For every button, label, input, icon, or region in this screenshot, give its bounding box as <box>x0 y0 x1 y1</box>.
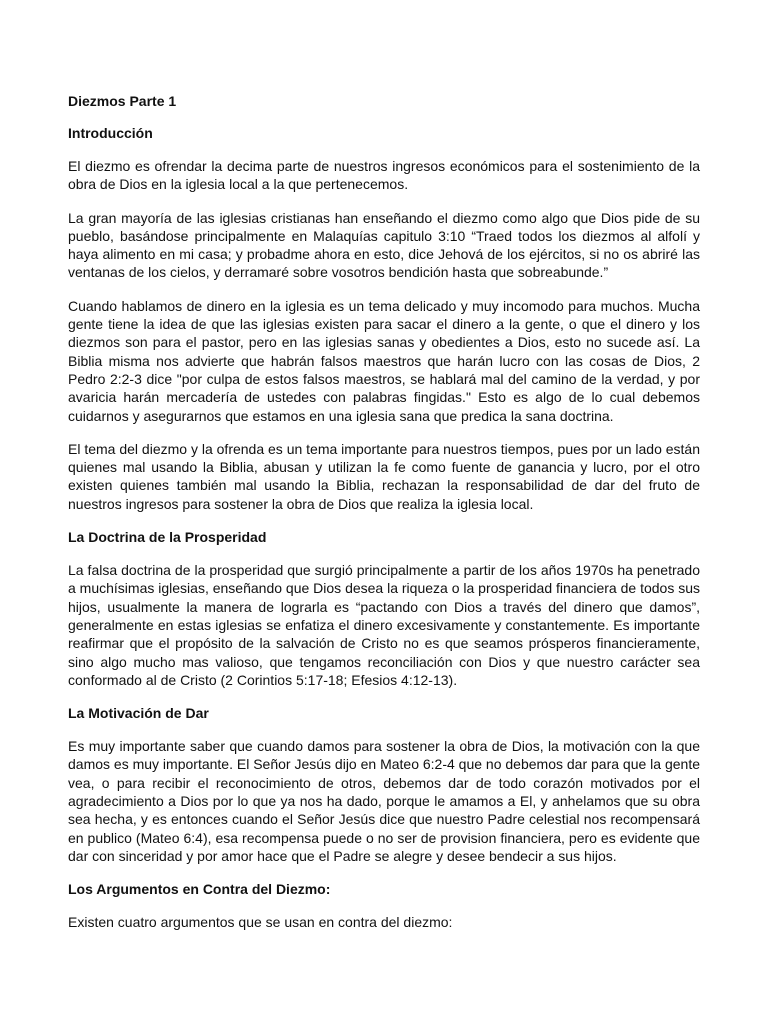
section-heading-prosperidad: La Doctrina de la Prosperidad <box>68 529 267 546</box>
document-page <box>68 92 700 947</box>
section-heading-argumentos: Los Argumentos en Contra del Diezmo: <box>68 881 331 898</box>
paragraph: Existen cuatro argumentos que se usan en contra del diezmo: <box>68 914 453 931</box>
paragraph: El diezmo es ofrendar la decima parte de nuestros ingresos económicos para el sostenimiento de la obra de Dios en la iglesia local a la que pertenecemos. <box>68 158 700 193</box>
section-heading-introduccion: Introducción <box>68 125 153 141</box>
paragraph: La gran mayoría de las iglesias cristianas han enseñando el diezmo como algo que Dios pide de su pueblo, basándose principalmente en Malaquías capitulo 3:10 “Traed todos los diezmos al alfolí y haya alimento en mi casa; y probadme ahora en esto, dice Jehová de los ejércitos, si no os abriré las ventanas de los cielos, y derramaré sobre vosotros bendición hasta que sobreabunde.” <box>68 209 700 281</box>
document-title: Diezmos Parte 1 <box>68 93 177 109</box>
paragraph: El tema del diezmo y la ofrenda es un tema importante para nuestros tiempos, pues por un lado están quienes mal usando la Biblia, abusan y utilizan la fe como fuente de ganancia y lucro, por el otro existen quienes también mal usando la Biblia, rechazan la responsabilidad de dar del fruto de nuestros ingresos para sostener la obra de Dios que realiza la iglesia local. <box>68 440 700 512</box>
paragraph: Cuando hablamos de dinero en la iglesia es un tema delicado y muy incomodo para muchos. Mucha gente tiene la idea de que las iglesias existen para sacar el dinero a la gente, o que el dinero y los diezmos son para el pastor, pero en las iglesias sanas y obedientes a Dios, esto no sucede así. La Biblia misma nos advierte que habrán falsos maestros que harán lucro con las cosas de Dios, 2 Pedro 2:2-3 dice "por culpa de estos falsos maestros, se hablará mal del camino de la verdad, y por avaricia harán mercadería de ustedes con palabras fingidas." Esto es algo de lo cual debemos cuidarnos y asegurarnos que estamos en una iglesia sana que predica la sana doctrina. <box>68 297 700 424</box>
section-heading-motivacion: La Motivación de Dar <box>68 705 209 722</box>
paragraph: La falsa doctrina de la prosperidad que surgió principalmente a partir de los años 1970s ha penetrado a muchísimas iglesias, enseñando que Dios desea la riqueza o la prosperidad financiera de todos sus hijos, usualmente la manera de lograrla es “pactando con Dios a través del dinero que damos”, generalmente en estas iglesias se enfatiza el dinero excesivamente y constantemente. Es importante reafirmar que el propósito de la salvación de Cristo no es que seamos prósperos financieramente, sino algo mucho mas valioso, que tengamos reconciliación con Dios y que nuestro carácter sea conformado al de Cristo (2 Corintios 5:17-18; Efesios 4:12-13). <box>68 562 700 688</box>
paragraph: Es muy importante saber que cuando damos para sostener la obra de Dios, la motivación con la que damos es muy importante. El Señor Jesús dijo en Mateo 6:2-4 que no debemos dar para que la gente vea, o para recibir el reconocimiento de otros, debemos dar de todo corazón motivados por el agradecimiento a Dios por lo que ya nos ha dado, porque le amamos a El, y anhelamos que su obra sea hecha, y es entonces cuando el Señor Jesús dice que nuestro Padre celestial nos recompensará en publico (Mateo 6:4), esa recompensa puede o no ser de provision financiera, pero es evidente que dar con sinceridad y por amor hace que el Padre se alegre y desee bendecir a sus hijos. <box>68 738 700 864</box>
